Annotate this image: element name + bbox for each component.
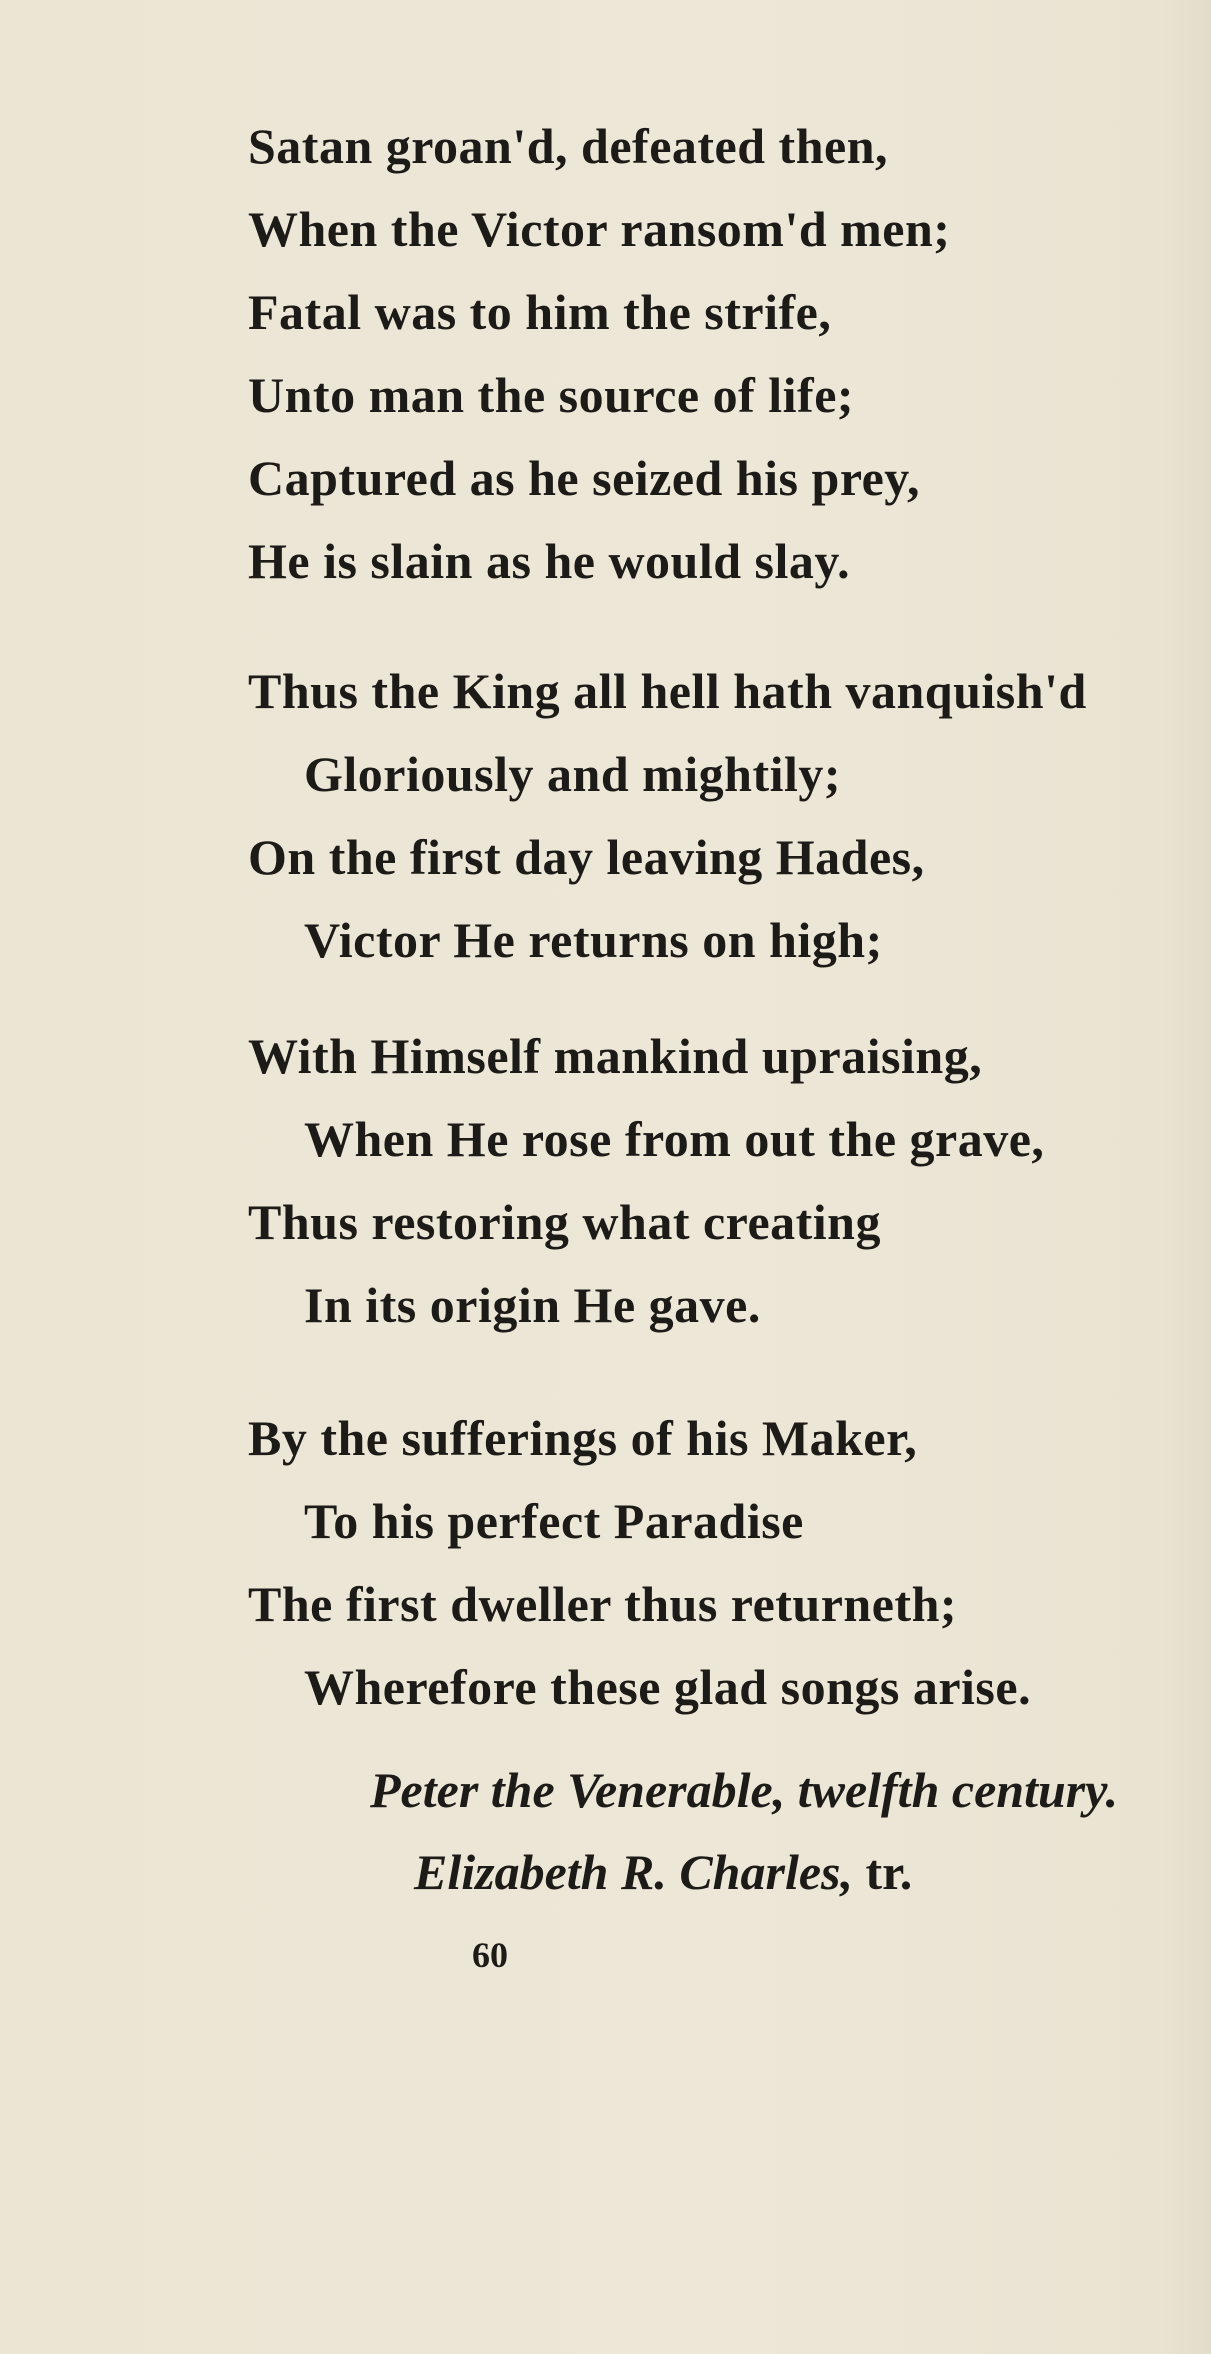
poem-line: Gloriously and mightily; bbox=[304, 746, 842, 802]
poem-line: When He rose from out the grave, bbox=[304, 1111, 1045, 1167]
poem-line: Thus the King all hell hath vanquish'd bbox=[248, 663, 1087, 719]
translator-suffix: tr. bbox=[865, 1844, 913, 1900]
poem-line: Satan groan'd, defeated then, bbox=[248, 118, 889, 174]
author-name: Peter the Venerable, twelfth century. bbox=[370, 1762, 1119, 1818]
poem-line: Victor He returns on high; bbox=[304, 912, 883, 968]
poem-line: When the Victor ransom'd men; bbox=[248, 201, 951, 257]
poem-line: The first dweller thus returneth; bbox=[248, 1576, 958, 1632]
stanza-1 bbox=[248, 105, 950, 603]
poem-line: On the first day leaving Hades, bbox=[248, 829, 925, 885]
translator-attribution bbox=[414, 1832, 912, 1912]
page-number: 60 bbox=[472, 1935, 508, 1975]
poem-line: Captured as he seized his prey, bbox=[248, 450, 921, 506]
poem-line: Unto man the source of life; bbox=[248, 367, 855, 423]
poem-line: To his perfect Paradise bbox=[304, 1493, 804, 1549]
poem-line: In its origin He gave. bbox=[304, 1277, 761, 1333]
stanza-3 bbox=[248, 1015, 1044, 1347]
stanza-4 bbox=[248, 1397, 1031, 1729]
poem-line: He is slain as he would slay. bbox=[248, 533, 851, 589]
translator-name: Elizabeth R. Charles, bbox=[414, 1844, 853, 1900]
poem-line: Fatal was to him the strife, bbox=[248, 284, 832, 340]
stanza-2 bbox=[248, 650, 1087, 982]
poem-line: Wherefore these glad songs arise. bbox=[304, 1659, 1032, 1715]
author-attribution bbox=[370, 1750, 1118, 1830]
poem-line: With Himself mankind upraising, bbox=[248, 1028, 983, 1084]
poem-line: Thus restoring what creating bbox=[248, 1194, 881, 1250]
poem-line: By the sufferings of his Maker, bbox=[248, 1410, 918, 1466]
